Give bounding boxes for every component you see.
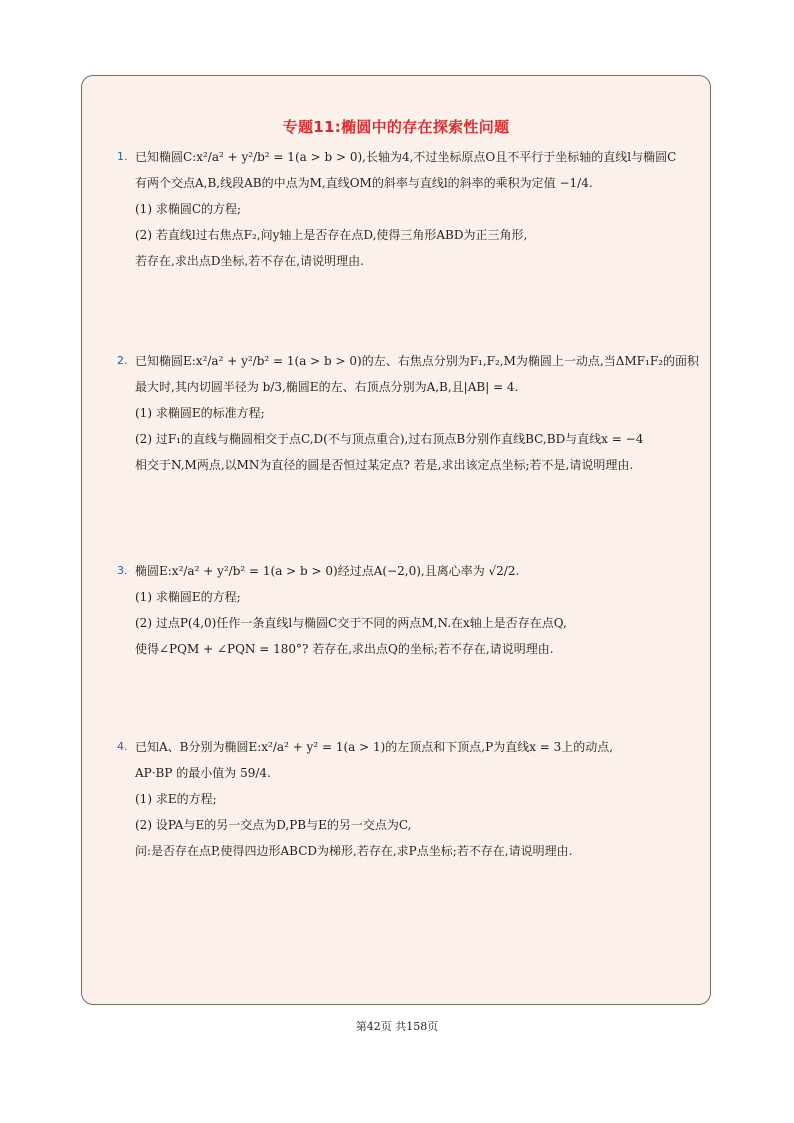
question-line: (2) 若直线l过右焦点F₂,问y轴上是否存在点D,使得三角形ABD为正三角形, xyxy=(135,228,528,242)
question-line: (1) 求椭圆C的方程; xyxy=(135,202,242,216)
question-line: 有两个交点A,B,线段AB的中点为M,直线OM的斜率与直线l的斜率的乘积为定值 −1/4. xyxy=(135,176,593,190)
question-line: 若存在,求出点D坐标,若不存在,请说明理由. xyxy=(135,254,364,268)
question-line: AP·BP 的最小值为 59/4. xyxy=(135,766,271,780)
question-line: 已知椭圆E:x²/a² + y²/b² = 1(a > b > 0)的左、右焦点分别为F₁,F₂,M为椭圆上一动点,当ΔMF₁F₂的面积 xyxy=(135,354,699,368)
question-line: (2) 设PA与E的另一交点为D,PB与E的另一交点为C, xyxy=(135,818,412,832)
question-2 xyxy=(117,348,699,478)
content-card xyxy=(81,75,711,1005)
question-line: 最大时,其内切圆半径为 b/3,椭圆E的左、右顶点分别为A,B,且|AB| = 4. xyxy=(135,380,519,394)
question-line: 使得∠PQM + ∠PQN = 180°? 若存在,求出点Q的坐标;若不存在,请说明理由. xyxy=(135,642,554,656)
question-number: 3. xyxy=(117,564,128,577)
question-line: 已知A、B分别为椭圆E:x²/a² + y² = 1(a > 1)的左顶点和下顶点,P为直线x = 3上的动点, xyxy=(135,740,614,754)
question-line: (1) 求椭圆E的标准方程; xyxy=(135,406,265,420)
question-line: (1) 求椭圆E的方程; xyxy=(135,590,241,604)
question-line: 相交于N,M两点,以MN为直径的圆是否恒过某定点? 若是,求出该定点坐标;若不是,请说明理由. xyxy=(135,458,634,472)
page-title: 专题11:椭圆中的存在探索性问题 xyxy=(282,118,510,136)
question-line: 椭圆E:x²/a² + y²/b² = 1(a > b > 0)经过点A(−2,0),且离心率为 √2/2. xyxy=(135,564,520,578)
question-4 xyxy=(117,734,682,864)
question-line: (2) 过F₁的直线与椭圆相交于点C,D(不与顶点重合),过右顶点B分别作直线BC,BD与直线x = −4 xyxy=(135,432,644,446)
question-number: 2. xyxy=(117,354,128,367)
question-line: (1) 求E的方程; xyxy=(135,792,217,806)
question-line: 问:是否存在点P,使得四边形ABCD为梯形,若存在,求P点坐标;若不存在,请说明理由. xyxy=(135,844,573,858)
question-line: 已知椭圆C:x²/a² + y²/b² = 1(a > b > 0),长轴为4,不过坐标原点O且不平行于坐标轴的直线l与椭圆C xyxy=(135,150,677,164)
question-number: 1. xyxy=(117,150,128,163)
question-number: 4. xyxy=(117,740,128,753)
question-line: (2) 过点P(4,0)任作一条直线l与椭圆C交于不同的两点M,N.在x轴上是否存在点Q, xyxy=(135,616,567,630)
page-footer: 第42页 共158页 xyxy=(355,1020,439,1033)
question-1 xyxy=(117,144,682,274)
question-3 xyxy=(117,558,682,662)
